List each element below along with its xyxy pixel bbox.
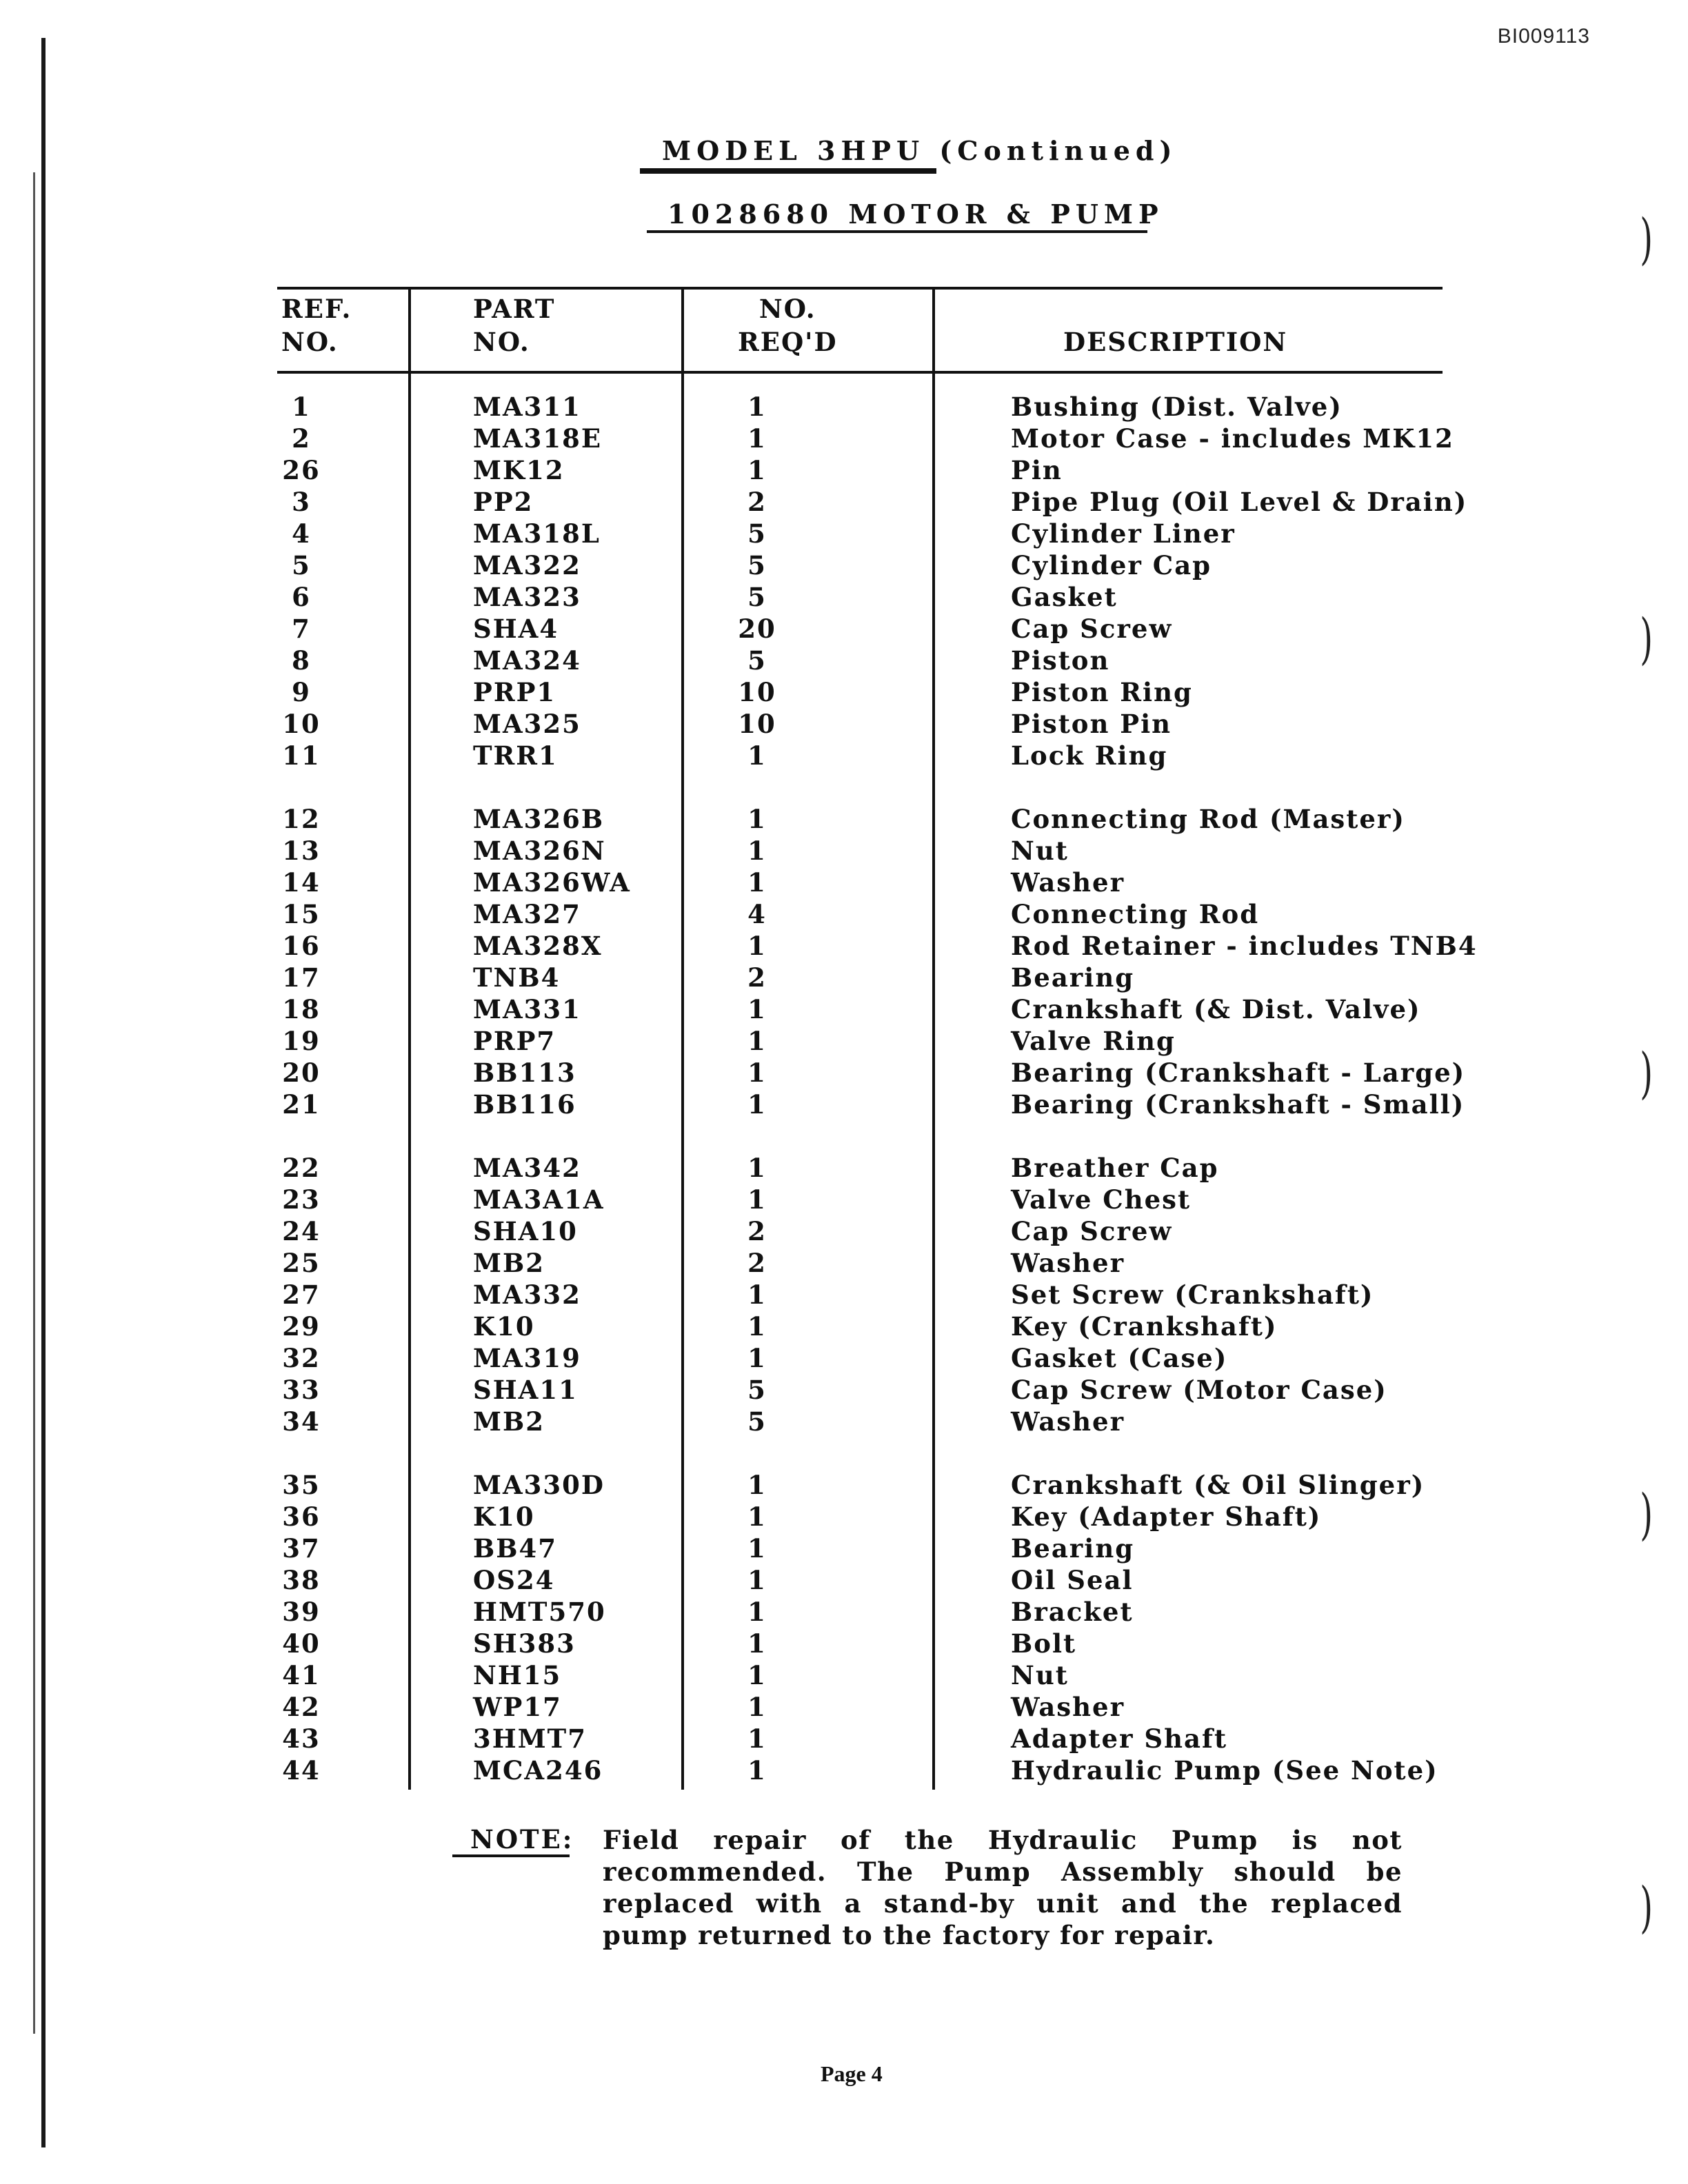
- part-number-cell: BB116: [473, 1089, 576, 1120]
- ref-number-cell: 7: [292, 614, 311, 644]
- table-row: [277, 931, 1478, 962]
- table-row: [277, 804, 1443, 836]
- ref-number-cell: 5: [292, 550, 311, 580]
- description-cell: Washer: [1011, 1248, 1125, 1278]
- description-cell: Connecting Rod (Master): [1011, 804, 1405, 834]
- quantity-required-cell: 5: [747, 1406, 767, 1437]
- description-cell: Nut: [1011, 1660, 1069, 1690]
- quantity-required-cell: 1: [747, 1692, 767, 1722]
- description-cell: Bearing: [1011, 962, 1135, 993]
- description-cell: Gasket (Case): [1011, 1343, 1228, 1373]
- quantity-required-cell: 5: [747, 1375, 767, 1405]
- part-number-cell: MA325: [473, 709, 581, 739]
- table-row: [277, 1628, 1443, 1660]
- description-cell: Piston Pin: [1011, 709, 1172, 739]
- ref-number-cell: 18: [282, 994, 321, 1024]
- ref-number-cell: 29: [282, 1311, 321, 1342]
- binder-edge-line: [41, 38, 46, 2147]
- quantity-required-cell: 1: [747, 740, 767, 771]
- ref-number-cell: 3: [292, 487, 311, 517]
- ref-number-cell: 35: [282, 1470, 321, 1500]
- page-number: Page 4: [821, 2061, 883, 2086]
- description-cell: Crankshaft (& Dist. Valve): [1011, 994, 1421, 1024]
- ref-number-cell: 40: [282, 1628, 321, 1659]
- quantity-required-cell: 1: [747, 1343, 767, 1373]
- ref-number-cell: 6: [292, 582, 311, 612]
- description-cell: Pipe Plug (Oil Level & Drain): [1011, 487, 1468, 517]
- ref-number-cell: 23: [282, 1184, 321, 1215]
- quantity-required-cell: 1: [747, 1597, 767, 1627]
- table-row: [277, 1755, 1443, 1787]
- table-row: [277, 867, 1443, 899]
- ref-number-cell: 32: [282, 1343, 321, 1373]
- ref-number-cell: 20: [282, 1058, 321, 1088]
- table-row: [277, 614, 1443, 645]
- description-cell: Washer: [1011, 867, 1125, 898]
- part-number-cell: HMT570: [473, 1597, 606, 1627]
- table-row: [277, 836, 1443, 867]
- quantity-required-cell: 1: [747, 1184, 767, 1215]
- part-number-cell: OS24: [473, 1565, 555, 1595]
- ref-number-cell: 36: [282, 1502, 321, 1532]
- quantity-required-cell: 1: [747, 931, 767, 961]
- note-label: NOTE:: [470, 1824, 574, 1854]
- ref-number-cell: 27: [282, 1280, 321, 1310]
- quantity-required-cell: 1: [747, 1502, 767, 1532]
- ref-number-cell: 21: [282, 1089, 321, 1120]
- description-cell: Lock Ring: [1011, 740, 1168, 771]
- table-row: [277, 1280, 1443, 1311]
- part-number-cell: SHA10: [473, 1216, 578, 1246]
- ref-number-cell: 14: [282, 867, 321, 898]
- title-underline: [640, 168, 936, 174]
- description-cell: Cap Screw (Motor Case): [1011, 1375, 1387, 1405]
- binding-hole-mark: ): [1640, 1875, 1653, 1939]
- table-row: [277, 677, 1443, 709]
- ref-number-cell: 13: [282, 836, 321, 866]
- ref-number-cell: 44: [282, 1755, 321, 1786]
- ref-number-cell: 19: [282, 1026, 321, 1056]
- description-cell: Adapter Shaft: [1011, 1723, 1228, 1754]
- binder-edge-line-inner: [33, 172, 35, 2034]
- table-row: [277, 582, 1443, 614]
- part-number-cell: NH15: [473, 1660, 562, 1690]
- description-cell: Crankshaft (& Oil Slinger): [1011, 1470, 1425, 1500]
- table-row: [277, 740, 1443, 772]
- ref-number-cell: 8: [292, 645, 311, 676]
- part-number-cell: MA327: [473, 899, 581, 929]
- quantity-required-cell: 1: [747, 1723, 767, 1754]
- description-cell: Cylinder Cap: [1011, 550, 1212, 580]
- description-cell: Nut: [1011, 836, 1069, 866]
- table-row: [277, 994, 1443, 1026]
- part-number-cell: MA332: [473, 1280, 581, 1310]
- ref-number-cell: 43: [282, 1723, 321, 1754]
- table-row: [277, 1216, 1443, 1248]
- binding-hole-mark: ): [1640, 207, 1653, 271]
- quantity-required-cell: 5: [747, 582, 767, 612]
- table-row: [277, 392, 1443, 423]
- table-row: [277, 487, 1468, 518]
- description-cell: Washer: [1011, 1692, 1125, 1722]
- part-number-cell: MA342: [473, 1153, 581, 1183]
- quantity-required-cell: 1: [747, 1533, 767, 1564]
- document-id: BI009113: [1497, 25, 1590, 48]
- part-number-cell: MCA246: [473, 1755, 603, 1786]
- quantity-required-cell: 1: [747, 804, 767, 834]
- table-row: [277, 1597, 1443, 1628]
- table-header-rule: [277, 371, 1443, 374]
- table-row: [277, 1533, 1443, 1565]
- description-cell: Hydraulic Pump (See Note): [1011, 1755, 1438, 1786]
- quantity-required-cell: 1: [747, 392, 767, 422]
- description-cell: Oil Seal: [1011, 1565, 1134, 1595]
- quantity-required-cell: 1: [747, 1628, 767, 1659]
- part-number-cell: MB2: [473, 1406, 545, 1437]
- page-subtitle: 1028680 MOTOR & PUMP: [667, 199, 1164, 230]
- description-cell: Gasket: [1011, 582, 1118, 612]
- part-number-cell: MA331: [473, 994, 581, 1024]
- quantity-required-cell: 5: [747, 518, 767, 549]
- ref-number-cell: 15: [282, 899, 321, 929]
- description-cell: Bearing (Crankshaft - Large): [1011, 1058, 1466, 1088]
- ref-number-cell: 12: [282, 804, 321, 834]
- quantity-required-cell: 2: [747, 487, 767, 517]
- ref-number-cell: 1: [292, 392, 311, 422]
- part-number-cell: MB2: [473, 1248, 545, 1278]
- description-cell: Set Screw (Crankshaft): [1011, 1280, 1374, 1310]
- quantity-required-cell: 10: [738, 709, 776, 739]
- description-cell: Washer: [1011, 1406, 1125, 1437]
- quantity-required-cell: 1: [747, 1311, 767, 1342]
- table-row: [277, 1343, 1443, 1375]
- part-number-cell: TRR1: [473, 740, 558, 771]
- description-cell: Piston Ring: [1011, 677, 1193, 707]
- table-row: [277, 1058, 1466, 1089]
- quantity-required-cell: 1: [747, 455, 767, 485]
- header-no-reqd: NO. REQ'D: [738, 294, 838, 357]
- ref-number-cell: 42: [282, 1692, 321, 1722]
- ref-number-cell: 22: [282, 1153, 321, 1183]
- header-part-no: PART NO.: [473, 294, 556, 357]
- table-row: [277, 709, 1443, 740]
- table-row: [277, 1311, 1443, 1343]
- table-row: [277, 1089, 1465, 1121]
- ref-number-cell: 34: [282, 1406, 321, 1437]
- part-number-cell: MA328X: [473, 931, 603, 961]
- table-row: [277, 1375, 1443, 1406]
- quantity-required-cell: 1: [747, 994, 767, 1024]
- description-cell: Cap Screw: [1011, 1216, 1173, 1246]
- ref-number-cell: 39: [282, 1597, 321, 1627]
- part-number-cell: PRP1: [473, 677, 556, 707]
- part-number-cell: WP17: [473, 1692, 562, 1722]
- table-row: [277, 1026, 1443, 1058]
- table-row: [277, 1692, 1443, 1723]
- binding-hole-mark: ): [1640, 607, 1653, 671]
- description-cell: Valve Ring: [1011, 1026, 1176, 1056]
- quantity-required-cell: 10: [738, 677, 776, 707]
- ref-number-cell: 17: [282, 962, 321, 993]
- description-cell: Pin: [1011, 455, 1063, 485]
- note-label-underline: [452, 1854, 570, 1857]
- table-row: [277, 518, 1443, 550]
- ref-number-cell: 4: [292, 518, 311, 549]
- quantity-required-cell: 1: [747, 1058, 767, 1088]
- part-number-cell: MA3A1A: [473, 1184, 605, 1215]
- part-number-cell: MK12: [473, 455, 565, 485]
- part-number-cell: MA318E: [473, 423, 603, 454]
- part-number-cell: SHA11: [473, 1375, 578, 1405]
- part-number-cell: MA311: [473, 392, 581, 422]
- part-number-cell: K10: [473, 1311, 535, 1342]
- part-number-cell: K10: [473, 1502, 535, 1532]
- table-row: [277, 1470, 1443, 1502]
- page-title: MODEL 3HPU (Continued): [662, 135, 1178, 166]
- table-row: [277, 1660, 1443, 1692]
- part-number-cell: MA319: [473, 1343, 581, 1373]
- description-cell: Rod Retainer - includes TNB4: [1011, 931, 1478, 961]
- table-row: [277, 1184, 1443, 1216]
- quantity-required-cell: 1: [747, 836, 767, 866]
- table-row: [277, 962, 1443, 994]
- note-text: Field repair of the Hydraulic Pump is not recommended. The Pump Assembly should be replaced with a stand-by unit and the replaced pump returned to the factory for repair.: [603, 1825, 1403, 1950]
- ref-number-cell: 41: [282, 1660, 321, 1690]
- table-row: [277, 1723, 1443, 1755]
- description-cell: Bushing (Dist. Valve): [1011, 392, 1343, 422]
- binding-hole-mark: ): [1640, 1482, 1653, 1546]
- binding-hole-mark: ): [1640, 1041, 1653, 1105]
- quantity-required-cell: 4: [747, 899, 767, 929]
- quantity-required-cell: 2: [747, 1248, 767, 1278]
- part-number-cell: MA330D: [473, 1470, 605, 1500]
- ref-number-cell: 37: [282, 1533, 321, 1564]
- header-ref-no: REF. NO.: [281, 294, 352, 357]
- part-number-cell: MA324: [473, 645, 581, 676]
- quantity-required-cell: 1: [747, 423, 767, 454]
- quantity-required-cell: 1: [747, 1026, 767, 1056]
- table-row: [277, 1248, 1443, 1280]
- description-cell: Connecting Rod: [1011, 899, 1260, 929]
- table-row: [277, 1406, 1443, 1438]
- part-number-cell: MA323: [473, 582, 581, 612]
- header-description: DESCRIPTION: [1063, 327, 1288, 357]
- description-cell: Valve Chest: [1011, 1184, 1192, 1215]
- table-row: [277, 423, 1454, 455]
- table-top-rule: [277, 287, 1443, 290]
- ref-number-cell: 2: [292, 423, 311, 454]
- description-cell: Bracket: [1011, 1597, 1134, 1627]
- part-number-cell: MA318L: [473, 518, 601, 549]
- table-row: [277, 1565, 1443, 1597]
- part-number-cell: 3HMT7: [473, 1723, 587, 1754]
- description-cell: Cylinder Liner: [1011, 518, 1236, 549]
- part-number-cell: MA322: [473, 550, 581, 580]
- quantity-required-cell: 1: [747, 1470, 767, 1500]
- quantity-required-cell: 2: [747, 962, 767, 993]
- ref-number-cell: 26: [282, 455, 321, 485]
- quantity-required-cell: 1: [747, 1089, 767, 1120]
- table-row: [277, 1502, 1443, 1533]
- ref-number-cell: 25: [282, 1248, 321, 1278]
- quantity-required-cell: 20: [738, 614, 776, 644]
- description-cell: Bearing (Crankshaft - Small): [1011, 1089, 1465, 1120]
- part-number-cell: TNB4: [473, 962, 561, 993]
- description-cell: Key (Adapter Shaft): [1011, 1502, 1322, 1532]
- part-number-cell: MA326B: [473, 804, 605, 834]
- ref-number-cell: 9: [292, 677, 311, 707]
- quantity-required-cell: 1: [747, 1660, 767, 1690]
- quantity-required-cell: 1: [747, 1755, 767, 1786]
- quantity-required-cell: 1: [747, 1565, 767, 1595]
- part-number-cell: PRP7: [473, 1026, 556, 1056]
- part-number-cell: SH383: [473, 1628, 576, 1659]
- description-cell: Breather Cap: [1011, 1153, 1219, 1183]
- description-cell: Piston: [1011, 645, 1110, 676]
- table-row: [277, 899, 1443, 931]
- description-cell: Bearing: [1011, 1533, 1135, 1564]
- quantity-required-cell: 1: [747, 1153, 767, 1183]
- quantity-required-cell: 5: [747, 645, 767, 676]
- ref-number-cell: 16: [282, 931, 321, 961]
- ref-number-cell: 33: [282, 1375, 321, 1405]
- part-number-cell: MA326N: [473, 836, 606, 866]
- description-cell: Motor Case - includes MK12: [1011, 423, 1454, 454]
- ref-number-cell: 11: [282, 740, 321, 771]
- table-row: [277, 550, 1443, 582]
- description-cell: Key (Crankshaft): [1011, 1311, 1278, 1342]
- part-number-cell: SHA4: [473, 614, 559, 644]
- part-number-cell: MA326WA: [473, 867, 631, 898]
- ref-number-cell: 38: [282, 1565, 321, 1595]
- description-cell: Cap Screw: [1011, 614, 1173, 644]
- subtitle-underline: [647, 230, 1147, 233]
- ref-number-cell: 24: [282, 1216, 321, 1246]
- description-cell: Bolt: [1011, 1628, 1077, 1659]
- part-number-cell: PP2: [473, 487, 534, 517]
- part-number-cell: BB113: [473, 1058, 576, 1088]
- table-row: [277, 455, 1443, 487]
- quantity-required-cell: 1: [747, 867, 767, 898]
- quantity-required-cell: 5: [747, 550, 767, 580]
- table-row: [277, 645, 1443, 677]
- quantity-required-cell: 1: [747, 1280, 767, 1310]
- quantity-required-cell: 2: [747, 1216, 767, 1246]
- table-row: [277, 1153, 1443, 1184]
- ref-number-cell: 10: [282, 709, 321, 739]
- part-number-cell: BB47: [473, 1533, 558, 1564]
